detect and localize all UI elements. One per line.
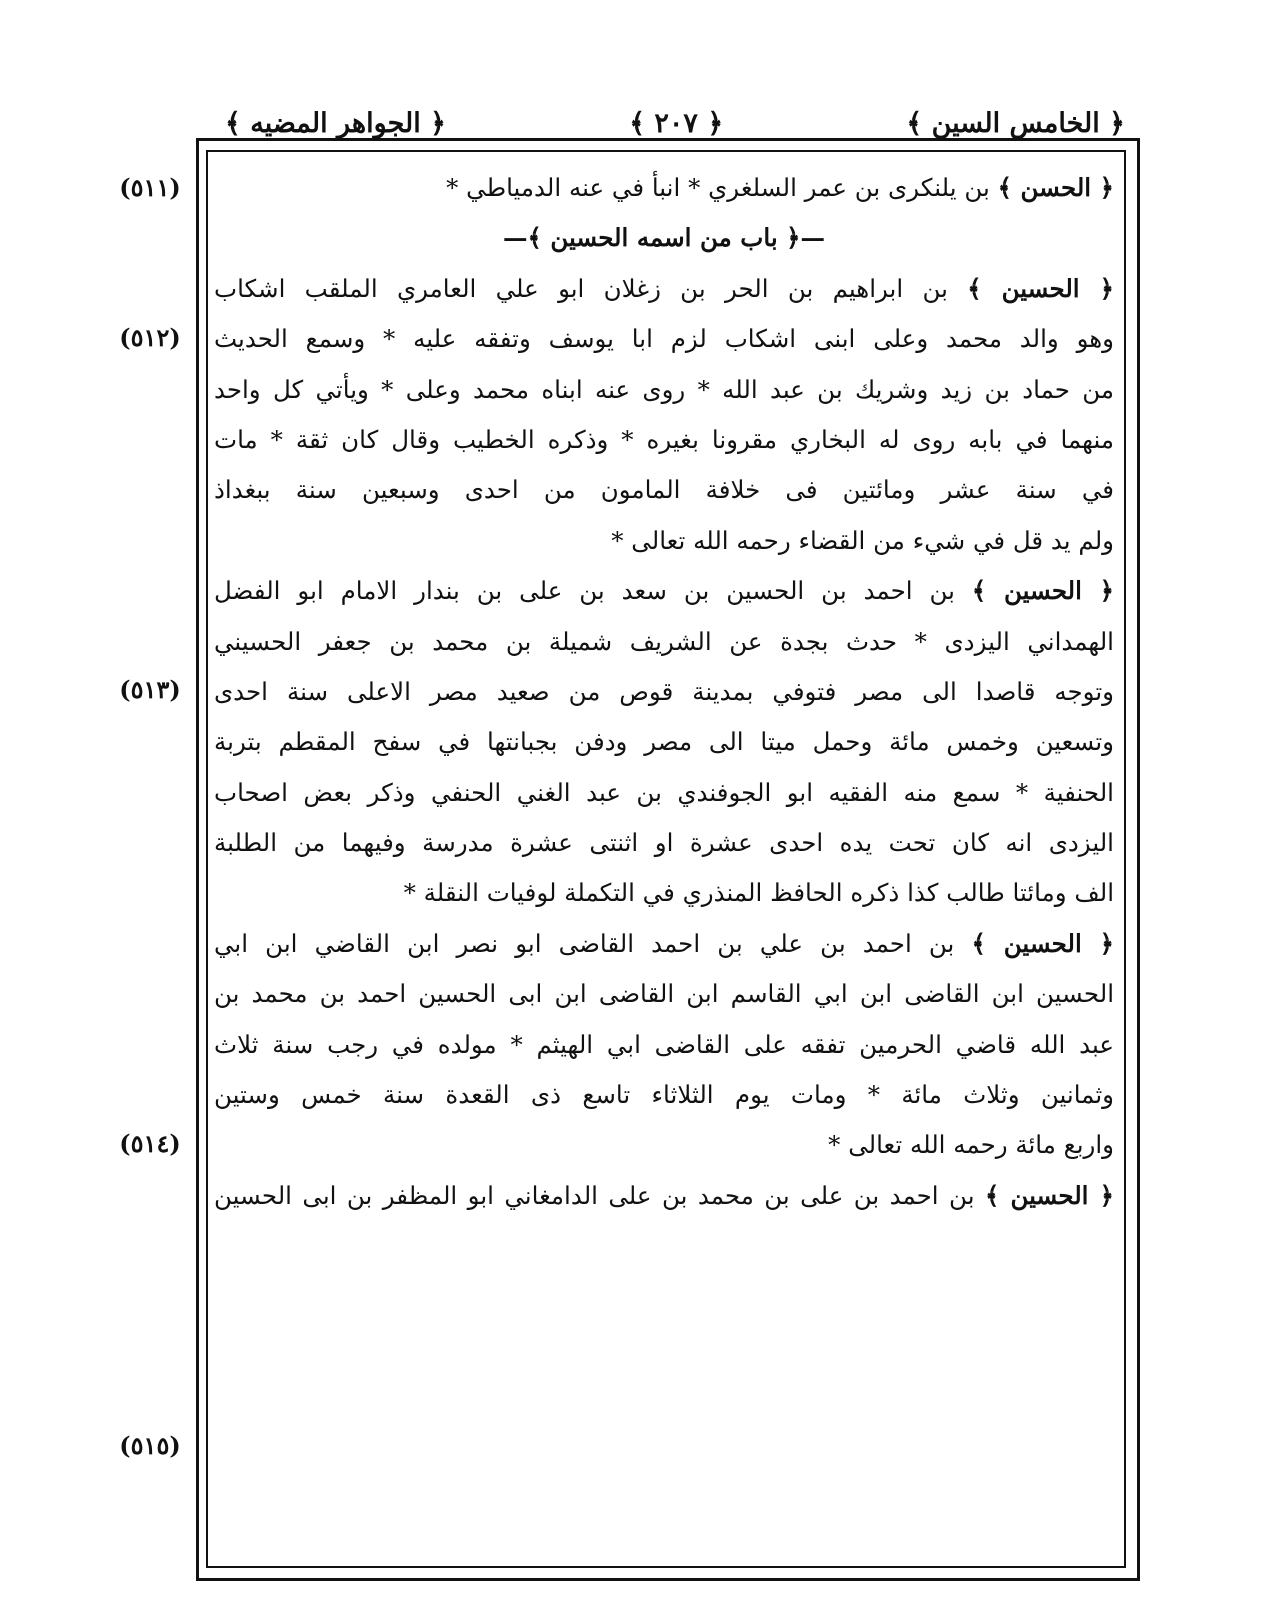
entry-headword: ﴿ الحسين ﴾ (971, 928, 1114, 958)
text-line: منهما في بابه روى له البخاري مقرونا بغيره * وذكره الخطيب وقال كان ثقة * مات (214, 424, 1114, 454)
entry-number: (٥١٥) (119, 1431, 181, 1460)
text-line: الف ومائتا طالب كذا ذكره الحافظ المنذري في التكملة لوفيات النقلة * (403, 878, 1114, 908)
entry-text: بن احمد بن الحسين بن سعد بن على بن بندار الامام ابو الفضل (214, 576, 955, 606)
text-line: ولم يد قل في شيء من القضاء رحمه الله تعالى * (611, 525, 1114, 555)
entry-text: بن ابراهيم بن الحر بن زغلان ابو علي العامري الملقب اشكاب (214, 273, 948, 303)
entry-text: بن احمد بن على بن محمد بن على الدامغاني ابو المظفر بن ابى الحسين (214, 1180, 975, 1210)
entry-number: (٥١١) (119, 173, 181, 202)
text-line (214, 1171, 1114, 1221)
text-line: الحسين ابن القاضى ابن ابي القاسم ابن القاضى ابن ابى الحسين احمد بن محمد بن (214, 979, 1114, 1009)
text-line (214, 919, 1114, 969)
section-title: —﴿ باب من اسمه الحسين ﴾— (502, 223, 826, 253)
entry-text: بن يلنكرى بن عمر السلغري * انبأ في عنه الدمياطي * (446, 173, 990, 202)
text-line: واربع مائة رحمه الله تعالى * (828, 1130, 1114, 1160)
text-line: اليزدى انه كان تحت يده احدى عشرة او اثنتى عشرة مدرسة وفيهما من الطلبة (214, 828, 1114, 858)
text-line: وتوجه قاصدا الى مصر فتوفي بمدينة قوص من صعيد مصر الاعلى سنة احدى (214, 676, 1114, 706)
text-line: وثمانين وثلاث مائة * ومات يوم الثلاثاء تاسع ذى القعدة سنة خمس وستين (214, 1080, 1114, 1110)
entry-headword: ﴿ الحسن ﴾ (997, 173, 1114, 202)
entry-text: بن احمد بن علي بن احمد القاضى ابو نصر ابن القاضي ابن ابي (214, 928, 955, 958)
text-block (214, 163, 1114, 1221)
header-book-title: ﴿ الجواهر المضيه ﴾ (225, 107, 446, 139)
text-line (214, 163, 1114, 213)
entry-headword: ﴿ الحسين ﴾ (984, 1180, 1114, 1210)
entry-number: (٥١٤) (119, 1129, 181, 1158)
text-line: الحنفية * سمع منه الفقيه ابو الجوفندي بن عبد الغني الحنفي وذكر بعض اصحاب (214, 777, 1114, 807)
entry-headword: ﴿ الحسين ﴾ (967, 273, 1114, 303)
entry-number: (٥١٢) (119, 323, 181, 352)
entry-headword: ﴿ الحسين ﴾ (971, 576, 1114, 606)
text-line: عبد الله قاضي الحرمين تفقه على القاضى ابي الهيثم * مولده في رجب سنة ثلاث (214, 1029, 1114, 1059)
text-line: الهمداني اليزدى * حدث بجدة عن الشريف شميلة بن محمد بن جعفر الحسيني (214, 626, 1114, 656)
text-line (214, 566, 1114, 616)
text-line: وتسعين وخمس مائة وحمل ميتا الى مصر ودفن بجبانتها في سفح المقطم بتربة (214, 727, 1114, 757)
text-line: في سنة عشر ومائتين فى خلافة المامون من احدى وسبعين سنة ببغداذ (214, 475, 1114, 505)
entry-number: (٥١٣) (119, 675, 181, 704)
text-line (214, 264, 1114, 314)
page-number: ﴿ ٢٠٧ ﴾ (629, 107, 724, 139)
text-line: وهو والد محمد وعلى ابنى اشكاب لزم ابا يوسف وتفقه عليه * وسمع الحديث (214, 324, 1114, 354)
header-section: ﴿ الخامس السين ﴾ (906, 107, 1125, 139)
text-line: من حماد بن زيد وشريك بن عبد الله * روى عنه ابناه محمد وعلى * ويأتي كل واحد (214, 374, 1114, 404)
